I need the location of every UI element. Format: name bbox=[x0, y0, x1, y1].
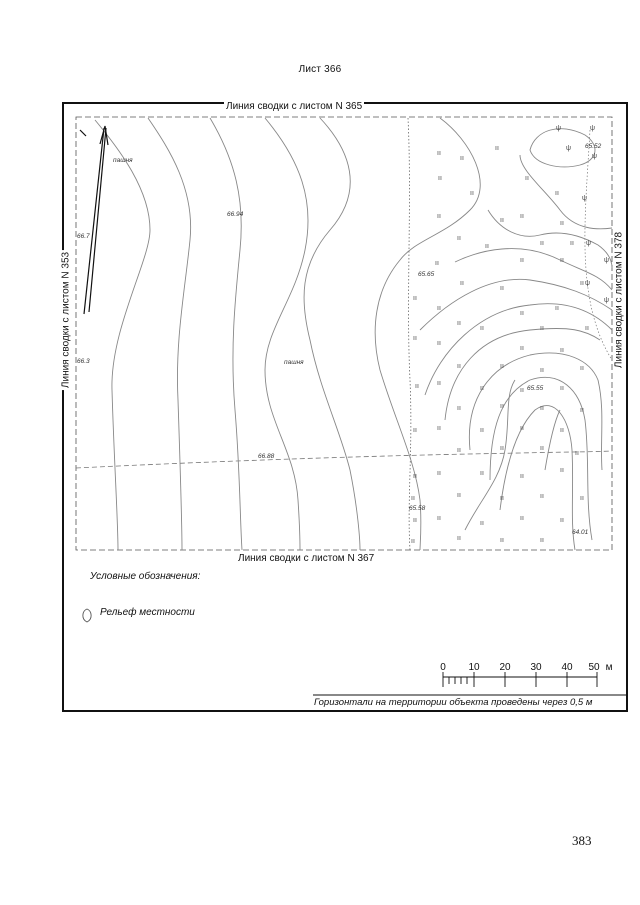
elevation-label: 66.88 bbox=[258, 453, 275, 460]
edge-label-right: Линия сводки с листом N 378 bbox=[613, 231, 625, 369]
elevation-label: 66.94 bbox=[227, 211, 244, 218]
contour-line bbox=[265, 118, 308, 550]
road-line bbox=[76, 451, 612, 468]
svg-text:ıı: ıı bbox=[520, 425, 524, 432]
svg-text:ıı: ıı bbox=[580, 407, 584, 414]
elevation-label: 66.3 bbox=[77, 358, 90, 365]
contour-line bbox=[520, 155, 612, 229]
svg-text:ıı: ıı bbox=[560, 467, 564, 474]
svg-text:ıı: ıı bbox=[457, 447, 461, 454]
edge-label-top: Линия сводки с листом N 365 bbox=[226, 101, 363, 112]
svg-text:ıı: ıı bbox=[540, 537, 544, 544]
contour-interval-note: Горизонтали на территории объекта проведены через 0,5 м bbox=[314, 697, 593, 708]
land-label: пашня bbox=[113, 157, 133, 164]
svg-text:ıı: ıı bbox=[500, 363, 504, 370]
svg-text:ıı: ıı bbox=[411, 495, 415, 502]
svg-text:ıı: ıı bbox=[413, 335, 417, 342]
scale-unit: м bbox=[605, 662, 613, 673]
svg-text:ıı: ıı bbox=[437, 305, 441, 312]
legend-item-label: Рельеф местности bbox=[100, 607, 195, 618]
svg-text:ψ: ψ bbox=[590, 125, 595, 132]
elevation-label: 64.01 bbox=[572, 529, 589, 536]
svg-text:ıı: ıı bbox=[437, 213, 441, 220]
contour-line bbox=[95, 120, 150, 550]
svg-text:ıı: ıı bbox=[480, 325, 484, 332]
svg-text:ıı: ıı bbox=[585, 325, 589, 332]
svg-text:ıı: ıı bbox=[457, 235, 461, 242]
svg-text:ıı: ıı bbox=[485, 243, 489, 250]
svg-text:ıı: ıı bbox=[540, 405, 544, 412]
contour-line bbox=[490, 377, 592, 540]
svg-text:ıı: ıı bbox=[437, 340, 441, 347]
svg-text:ψ: ψ bbox=[604, 257, 609, 264]
elevation-label: 65.58 bbox=[409, 505, 426, 512]
sheet-title: Лист 366 bbox=[298, 64, 342, 75]
svg-text:ıı: ıı bbox=[540, 493, 544, 500]
field-edge bbox=[408, 118, 411, 550]
svg-text:ıı: ıı bbox=[413, 517, 417, 524]
page-number: 383 bbox=[572, 833, 592, 848]
svg-text:ıı: ıı bbox=[457, 535, 461, 542]
contour-line bbox=[488, 210, 612, 268]
contour-line bbox=[210, 118, 242, 550]
svg-text:ψ: ψ bbox=[566, 145, 571, 152]
svg-text:ıı: ıı bbox=[580, 495, 584, 502]
svg-text:ıı: ıı bbox=[480, 520, 484, 527]
svg-text:ψ: ψ bbox=[585, 280, 590, 287]
svg-text:ıı: ıı bbox=[457, 320, 461, 327]
svg-text:ıı: ıı bbox=[540, 445, 544, 452]
svg-text:ıı: ıı bbox=[437, 425, 441, 432]
elevation-label: 66.7 bbox=[77, 233, 90, 240]
svg-text:ıı: ıı bbox=[570, 240, 574, 247]
svg-text:ıı: ıı bbox=[520, 345, 524, 352]
scale-tick: 10 bbox=[468, 662, 480, 673]
svg-text:ıı: ıı bbox=[520, 257, 524, 264]
scale-tick: 40 bbox=[561, 662, 573, 673]
svg-text:ıı: ıı bbox=[500, 537, 504, 544]
svg-text:ıı: ıı bbox=[520, 473, 524, 480]
svg-text:ıı: ıı bbox=[437, 515, 441, 522]
scale-bar bbox=[313, 672, 626, 695]
svg-text:ıı: ıı bbox=[555, 190, 559, 197]
svg-text:ıı: ıı bbox=[560, 220, 564, 227]
edge-label-left: Линия сводки с листом N 353 bbox=[60, 251, 72, 389]
svg-text:ıı: ıı bbox=[500, 495, 504, 502]
svg-text:ıı: ıı bbox=[525, 175, 529, 182]
svg-text:ıı: ıı bbox=[437, 380, 441, 387]
scale-tick: 0 bbox=[440, 662, 446, 673]
contour-line bbox=[148, 118, 191, 550]
svg-text:ıı: ıı bbox=[500, 285, 504, 292]
sheet-boundary bbox=[76, 117, 612, 550]
meadow-symbols bbox=[411, 145, 589, 545]
svg-text:ıı: ıı bbox=[540, 367, 544, 374]
elevation-label: 65.55 bbox=[527, 385, 544, 392]
svg-text:ıı: ıı bbox=[413, 427, 417, 434]
scale-tick: 50 bbox=[588, 662, 600, 673]
svg-text:ıı: ıı bbox=[438, 175, 442, 182]
contour-line bbox=[425, 304, 612, 395]
svg-text:ıı: ıı bbox=[540, 240, 544, 247]
svg-text:ıı: ıı bbox=[560, 385, 564, 392]
svg-text:ıı: ıı bbox=[580, 280, 584, 287]
svg-text:ıı: ıı bbox=[480, 427, 484, 434]
svg-text:ıı: ıı bbox=[555, 305, 559, 312]
svg-text:ıı: ıı bbox=[460, 155, 464, 162]
svg-text:ıı: ıı bbox=[500, 217, 504, 224]
svg-text:ıı: ıı bbox=[411, 538, 415, 545]
north-arrow bbox=[80, 126, 108, 314]
svg-text:ıı: ıı bbox=[540, 325, 544, 332]
contour-line bbox=[304, 118, 360, 550]
scale-tick: 20 bbox=[499, 662, 511, 673]
svg-text:ıı: ıı bbox=[560, 257, 564, 264]
svg-text:ψ: ψ bbox=[556, 125, 561, 132]
land-label: пашня bbox=[284, 359, 304, 366]
svg-text:ıı: ıı bbox=[457, 492, 461, 499]
svg-text:ıı: ıı bbox=[413, 295, 417, 302]
contour-line bbox=[375, 118, 480, 550]
svg-text:ψ: ψ bbox=[586, 240, 591, 247]
svg-text:ıı: ıı bbox=[437, 150, 441, 157]
legend-item bbox=[80, 607, 195, 618]
svg-text:ıı: ıı bbox=[415, 383, 419, 390]
svg-text:ıı: ıı bbox=[520, 310, 524, 317]
svg-text:ıı: ıı bbox=[457, 405, 461, 412]
contour-lines bbox=[95, 118, 612, 550]
contour-line bbox=[445, 328, 600, 420]
svg-text:ıı: ıı bbox=[520, 515, 524, 522]
scale-ticks bbox=[440, 662, 612, 673]
svg-text:ıı: ıı bbox=[470, 190, 474, 197]
svg-text:ψ: ψ bbox=[582, 195, 587, 202]
svg-text:ıı: ıı bbox=[580, 365, 584, 372]
svg-text:ıı: ıı bbox=[435, 260, 439, 267]
svg-text:ψ: ψ bbox=[592, 153, 597, 160]
svg-text:ıı: ıı bbox=[560, 347, 564, 354]
contour-line bbox=[545, 410, 560, 470]
elevation-label: 65.52 bbox=[585, 143, 602, 150]
svg-text:ıı: ıı bbox=[575, 450, 579, 457]
svg-text:ıı: ıı bbox=[520, 387, 524, 394]
elevation-label: 65.65 bbox=[418, 271, 435, 278]
edge-label-bottom: Линия сводки с листом N 367 bbox=[238, 553, 375, 564]
svg-text:ıı: ıı bbox=[495, 145, 499, 152]
svg-text:ıı: ıı bbox=[500, 445, 504, 452]
svg-text:ıı: ıı bbox=[480, 385, 484, 392]
svg-text:ıı: ıı bbox=[560, 517, 564, 524]
svg-text:ıı: ıı bbox=[457, 363, 461, 370]
svg-text:ıı: ıı bbox=[460, 280, 464, 287]
legend-title: Условные обозначения: bbox=[90, 571, 201, 582]
svg-text:ıı: ıı bbox=[560, 427, 564, 434]
svg-text:ıı: ıı bbox=[500, 403, 504, 410]
scale-tick: 30 bbox=[530, 662, 542, 673]
svg-text:ıı: ıı bbox=[413, 473, 417, 480]
svg-text:ψ: ψ bbox=[604, 297, 609, 304]
svg-text:ıı: ıı bbox=[480, 470, 484, 477]
contour-line bbox=[465, 380, 515, 530]
svg-text:ıı: ıı bbox=[437, 470, 441, 477]
svg-text:ıı: ıı bbox=[520, 213, 524, 220]
